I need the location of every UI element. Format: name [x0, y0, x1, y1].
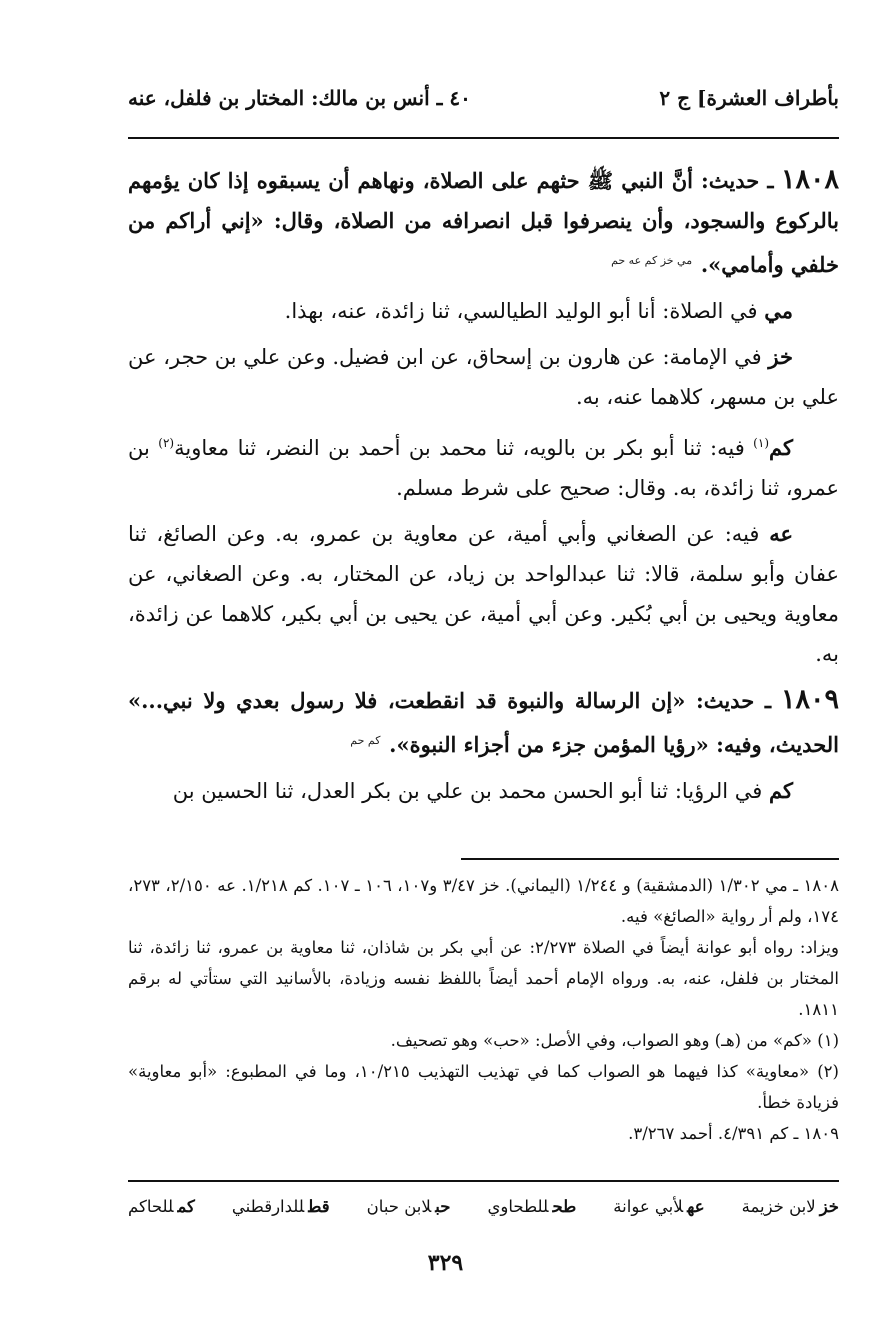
footnote-2: (٢) «معاوية» كذا فيهما هو الصواب كما في تهذيب التهذيب ١٠/٢١٥، وما في المطبوع: «أبو معاوية» فزيادة خطأ. — [128, 1062, 839, 1112]
abbr-code: طح — [552, 1197, 577, 1216]
header-chapter-title: ٤٠ ـ أنس بن مالك: المختار بن فلفل، عنه — [128, 86, 471, 110]
source-khz-text: في الإمامة: عن هارون بن إسحاق، عن ابن فضيل. وعن علي بن حجر، عن علي بن مسهر، كلاهما عنه، به. — [128, 345, 839, 409]
hadith-1809-source-marks: كم حم — [350, 734, 381, 747]
abbr-ah — [613, 1197, 704, 1216]
abbr-text: للحاكم — [128, 1197, 174, 1216]
abbr-code: حب — [435, 1197, 451, 1216]
abbr-text: للدارقطني — [231, 1197, 305, 1216]
footnote-1808-refs: ١٨٠٨ ـ مي ١/٣٠٢ (الدمشقية) و ١/٢٤٤ (اليماني). خز ٣/٤٧ و١٠٧، ١٠٦ ـ ١٠٧. كم ١/٢١٨. عه ٢/١٥٠، ٢٧٣، ١٧٤، ولم أر رواية «الصائغ» فيه. — [128, 876, 839, 926]
hadith-1809-number: ١٨٠٩ — [781, 684, 840, 715]
source-code-km-1809: كم — [769, 778, 793, 803]
abbr-text: لابن خزيمة — [741, 1197, 816, 1216]
source-code-km: كم — [769, 435, 793, 460]
footnote-1809-refs: ١٨٠٩ ـ كم ٤/٣٩١. أحمد ٣/٢٦٧. — [628, 1124, 839, 1143]
footnote-ref-2: (٢) — [158, 436, 175, 450]
source-km-1809-text: في الرؤيا: ثنا أبو الحسن محمد بن علي بن بكر العدل، ثنا الحسين بن — [172, 779, 763, 803]
footnote-ref-1: (١) — [753, 436, 769, 450]
abbr-code: خز — [819, 1197, 839, 1216]
abbr-khz — [742, 1197, 839, 1216]
hadith-1808-text — [128, 160, 839, 285]
source-khz — [128, 337, 839, 417]
abbr-code: قط — [308, 1197, 330, 1216]
source-km — [128, 423, 839, 508]
source-km-text-2: بن عمرو، ثنا زائدة، به. وقال: صحيح على شرط مسلم. — [128, 436, 839, 500]
abbreviations-divider — [128, 1180, 839, 1182]
source-mi-text: في الصلاة: أنا أبو الوليد الطيالسي، ثنا زائدة، عنه، بهذا. — [284, 299, 758, 323]
abbr-text: لابن حبان — [366, 1197, 432, 1216]
source-code-mi: مي — [764, 298, 793, 323]
footnote-divider — [461, 858, 839, 860]
main-text — [128, 160, 839, 817]
abbr-code: عه — [687, 1197, 705, 1216]
hadith-1808-matn: ـ حديث: أنَّ النبي ﷺ حثهم على الصلاة، ونهاهم أن يسبقوه إذا كان يؤمهم بالركوع والسجود، وأن ينصرفوا قبل انصرافه من الصلاة، وقال: «إني أراكم من خلفي وأمامي». — [128, 168, 839, 277]
footnote-1: (١) «كم» من (هـ) وهو الصواب، وفي الأصل: «حب» وهو تصحيف. — [390, 1031, 839, 1050]
header-divider — [128, 137, 839, 139]
abbr-text: للطحاوي — [487, 1197, 549, 1216]
abbr-th — [487, 1197, 576, 1216]
page-number: ٣٢٩ — [427, 1250, 464, 1276]
abbr-km — [128, 1197, 195, 1216]
source-km-text-1: فيه: ثنا أبو بكر بن بالويه، ثنا محمد بن أحمد بن النضر، ثنا معاوية — [174, 436, 745, 460]
hadith-1808-number: ١٨٠٨ — [780, 164, 839, 195]
abbr-hb — [367, 1197, 451, 1216]
footnote-1808-addition: ويزاد: رواه أبو عوانة أيضاً في الصلاة ٢/٢٧٣: عن أبي بكر بن شاذان، ثنا معاوية بن عمرو، ثنا زائدة، ثنا المختار بن فلفل، عنه، به. ورواه الإمام أحمد أيضاً باللفظ نفسه وزيادة، بالأسانيد التي ستأتي له برقم ١٨١١. — [128, 938, 839, 1019]
abbr-qt — [232, 1197, 330, 1216]
hadith-1809-text — [128, 680, 839, 765]
source-km-1809 — [128, 771, 839, 811]
source-code-ah: عه — [769, 521, 793, 546]
hadith-1809-matn: ـ حديث: «إن الرسالة والنبوة قد انقطعت، فلا رسول بعدي ولا نبي...» الحديث، وفيه: «رؤيا المؤمن جزء من أجزاء النبوة». — [128, 688, 839, 757]
hadith-1808-source-marks: مي خز كم عه حم — [611, 254, 693, 267]
header-book-title: بأطراف العشرة] ج ٢ — [659, 86, 839, 110]
abbreviations-key — [128, 1197, 839, 1216]
running-header — [128, 86, 839, 110]
footnotes — [128, 870, 839, 1149]
source-code-khz: خز — [768, 344, 793, 369]
abbr-code: كم — [177, 1197, 195, 1216]
source-ah-text: فيه: عن الصغاني وأبي أمية، عن معاوية بن عمرو، به. وعن الصائغ، ثنا عفان وأبو سلمة، قالا: ثنا عبدالواحد بن زياد، عن المختار، به. وعن الصغاني، عن معاوية ويحيى بن أبي بُكير. وعن أبي أمية، عن يحيى بن أبي بكير، كلاهما عن زائدة، به. — [128, 522, 839, 666]
abbr-text: لأبي عوانة — [613, 1197, 684, 1216]
source-mi — [128, 291, 839, 331]
source-ah — [128, 514, 839, 674]
